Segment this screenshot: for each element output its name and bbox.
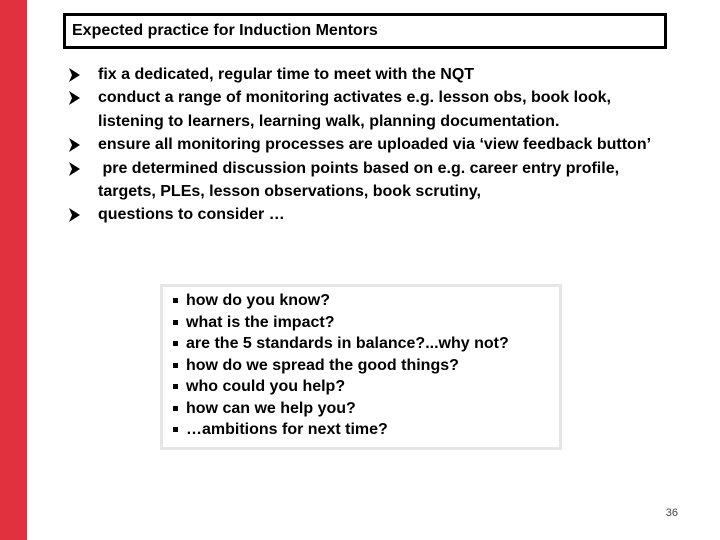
questions-list — [172, 290, 509, 441]
slide-title: Expected practice for Induction Mentors — [72, 22, 378, 39]
list-item — [68, 203, 658, 226]
question-text: how can we help you? — [186, 399, 356, 417]
title-box — [63, 13, 667, 49]
question-text: who could you help? — [186, 378, 346, 395]
square-bullet-icon — [173, 298, 178, 303]
question-text: how do we spread the good things? — [186, 356, 459, 374]
list-item — [172, 419, 509, 441]
square-bullet-icon — [173, 363, 178, 368]
square-bullet-icon — [173, 320, 178, 325]
square-bullet-icon — [173, 341, 178, 346]
bullet-text: ensure all monitoring processes are uploaded via ‘view feedback button’ — [98, 136, 652, 154]
bullet-text: conduct a range of monitoring activates e.g. lesson obs, book look, listening to learners, learning walk, planning documentation. — [98, 89, 611, 130]
list-item — [172, 312, 509, 334]
page-number: 36 — [665, 507, 678, 519]
bullet-text: pre determined discussion points based on e.g. career entry profile, targets, PLEs, lesson observations, book scrutiny, — [98, 159, 624, 201]
square-bullet-icon — [173, 384, 178, 389]
list-item — [172, 376, 509, 398]
list-item — [172, 398, 509, 420]
square-bullet-icon — [173, 406, 178, 411]
list-item — [68, 157, 658, 204]
question-text: …ambitions for next time? — [186, 421, 388, 438]
list-item — [68, 63, 658, 86]
accent-bar — [0, 0, 27, 540]
list-item — [172, 333, 509, 355]
arrow-bullet-icon — [68, 203, 82, 226]
bullet-text: questions to consider … — [98, 206, 285, 224]
arrow-bullet-icon — [68, 157, 82, 180]
question-text: what is the impact? — [186, 313, 335, 331]
arrow-bullet-icon — [68, 86, 82, 109]
list-item — [172, 290, 509, 312]
list-item — [172, 355, 509, 377]
square-bullet-icon — [173, 427, 178, 432]
list-item — [68, 133, 658, 156]
question-text: how do you know? — [186, 292, 330, 309]
questions-box — [160, 284, 562, 450]
list-item — [68, 86, 658, 133]
bullet-text: fix a dedicated, regular time to meet with the NQT — [98, 66, 475, 83]
question-text: are the 5 standards in balance?...why not? — [186, 335, 509, 352]
bullet-list — [68, 63, 658, 227]
arrow-bullet-icon — [68, 63, 82, 86]
arrow-bullet-icon — [68, 133, 82, 156]
